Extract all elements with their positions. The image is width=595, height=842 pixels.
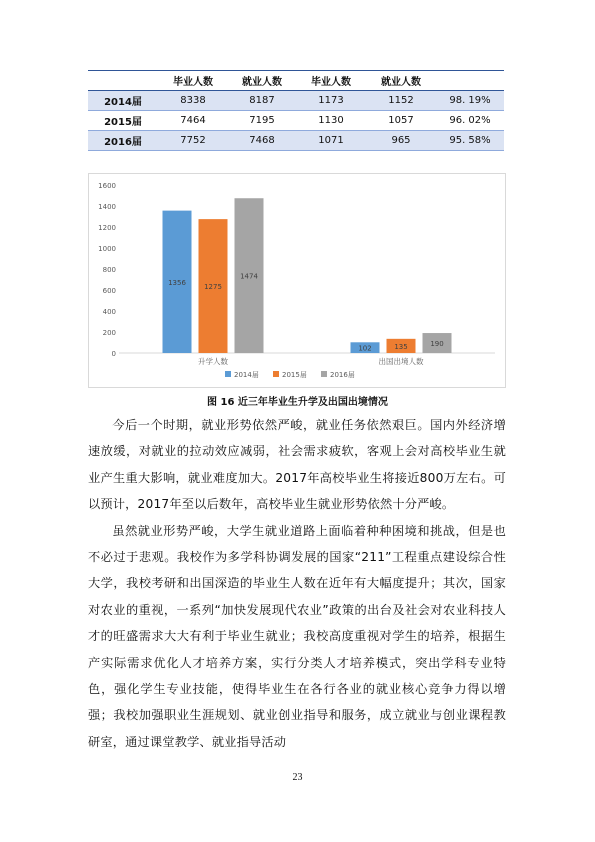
table-cell: 7468 (228, 131, 296, 151)
bar-data-label: 135 (394, 342, 408, 351)
table-cell: 7195 (249, 115, 275, 126)
table-header-cell: 毕业人数 (158, 71, 228, 91)
x-category-label: 升学人数 (198, 357, 228, 366)
table-cell: 96. 02% (449, 115, 491, 126)
legend-swatch (273, 371, 279, 377)
legend-label: 2014届 (234, 371, 259, 379)
table-header-cell (436, 71, 504, 91)
table-header-row (88, 71, 504, 91)
y-tick-label: 1200 (98, 224, 116, 232)
table-cell: 7752 (158, 131, 228, 151)
table-cell: 8338 (158, 91, 228, 111)
y-tick-label: 200 (102, 329, 116, 337)
table-cell: 2016届 (88, 131, 158, 151)
legend-label: 2016届 (330, 371, 355, 379)
table-header-cell: 毕业人数 (296, 71, 366, 91)
table-header-cell (88, 71, 158, 91)
y-tick-label: 600 (102, 287, 116, 295)
table-row (88, 131, 504, 151)
table-cell: 7464 (180, 115, 206, 126)
bar-data-label: 190 (430, 340, 444, 349)
table-header-cell: 就业人数 (366, 71, 436, 91)
table-cell: 1071 (296, 131, 366, 151)
employment-table (88, 70, 504, 151)
bar-data-label: 1356 (168, 278, 186, 287)
bar-chart (89, 174, 505, 387)
chart-container (88, 173, 506, 388)
figure-caption: 图 16 近三年毕业生升学及出国出境情况 (207, 397, 388, 408)
legend-label: 2015届 (282, 371, 307, 379)
y-tick-label: 1600 (98, 182, 116, 190)
paragraph: 今后一个时期，就业形势依然严峻，就业任务依然艰巨。国内外经济增速放缓，对就业的拉动效应减弱，社会需求疲软，客观上会对高校毕业生就业产生重大影响，就业难度加大。2017年高校毕业生将接近800万左右。可以预计，2017年至以后数年，高校毕业生就业形势依然十分严峻。 (88, 418, 506, 512)
table-row (88, 91, 504, 111)
y-tick-label: 1400 (98, 203, 116, 211)
table-cell: 1130 (318, 115, 344, 126)
table-cell: 1057 (388, 115, 414, 126)
legend-swatch (321, 371, 327, 377)
x-category-label: 出国出境人数 (378, 357, 424, 366)
y-tick-label: 800 (102, 266, 116, 274)
page-number: 23 (292, 772, 303, 783)
table-cell: 8187 (228, 91, 296, 111)
table-cell: 2014届 (88, 91, 158, 111)
table-cell: 2015届 (104, 117, 142, 128)
y-tick-label: 400 (102, 308, 116, 316)
y-tick-label: 1000 (98, 245, 116, 253)
bar-data-label: 102 (358, 344, 372, 353)
body-text (88, 412, 506, 755)
paragraph: 虽然就业形势严峻，大学生就业道路上面临着种种困境和挑战，但是也不必过于悲观。我校作为多学科协调发展的国家“211”工程重点建设综合性大学，我校考研和出国深造的毕业生人数在近年有大幅度提升；其次，国家对农业的重视，一系列“加快发展现代农业”政策的出台及社会对农业科技人才的旺盛需求大大有利于毕业生就业；我校高度重视对学生的培养，根据生产实际需求优化人才培养方案，实行分类人才培养模式，突出学科专业特色，强化学生专业技能，使得毕业生在各行各业的就业核心竞争力得以增强；我校加强职业生涯规划、就业创业指导和服务，成立就业与创业课程教研室，通过课堂教学、就业指导活动 (88, 523, 506, 749)
table-cell: 965 (366, 131, 436, 151)
table-cell: 95. 58% (436, 131, 504, 151)
bar-data-label: 1474 (240, 272, 258, 281)
table-row (88, 111, 504, 131)
bar-data-label: 1275 (204, 283, 222, 292)
table-header-cell: 就业人数 (228, 71, 296, 91)
legend-swatch (225, 371, 231, 377)
table-cell: 1152 (366, 91, 436, 111)
table-cell: 98. 19% (436, 91, 504, 111)
table-cell: 1173 (296, 91, 366, 111)
y-tick-label: 0 (111, 350, 116, 358)
